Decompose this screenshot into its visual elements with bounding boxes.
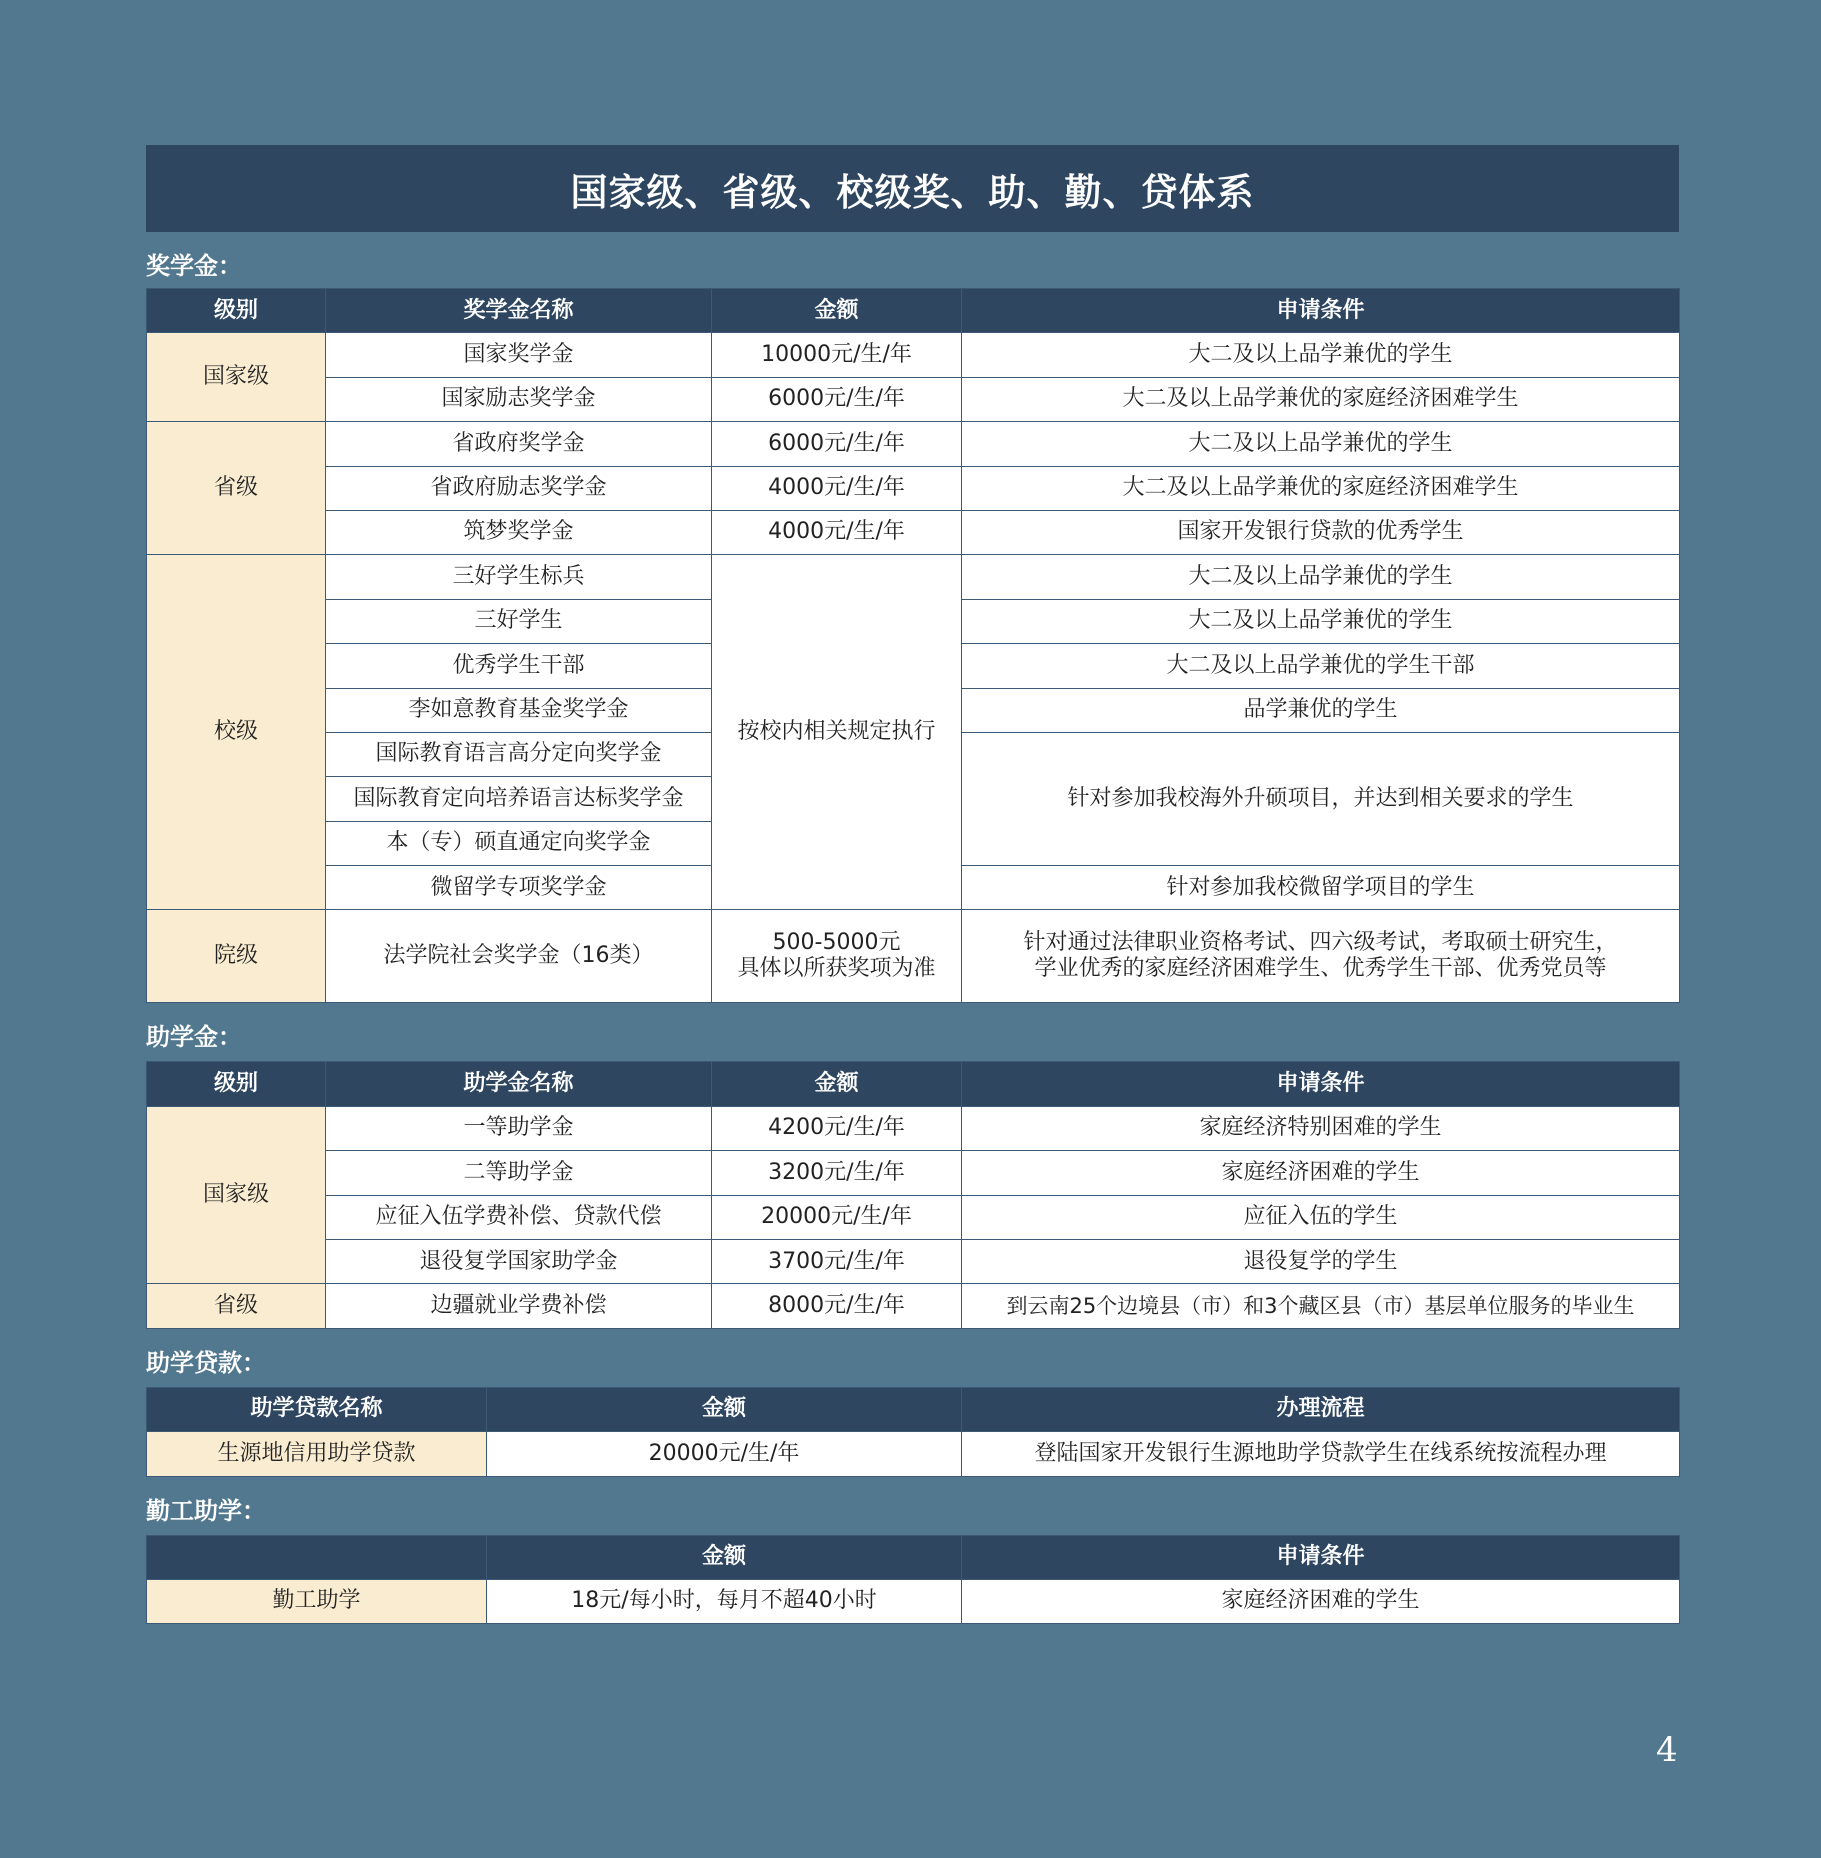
amount-cell: 20000元/生/年 [712,1195,962,1239]
name-cell: 退役复学国家助学金 [326,1240,712,1284]
grant-section-label: 助学金： [146,1023,242,1052]
amount-cell: 4200元/生/年 [712,1106,962,1150]
table-row [147,377,1680,421]
condition-cell: 家庭经济特别困难的学生 [962,1106,1680,1150]
page-title: 国家级、省级、校级奖、助、勤、贷体系 [146,145,1679,232]
table-row [147,1579,1680,1623]
name-cell: 勤工助学 [147,1579,487,1623]
header-condition: 申请条件 [962,289,1680,333]
header-level: 级别 [147,289,326,333]
header-name: 助学贷款名称 [147,1387,487,1431]
amount-cell: 18元/每小时，每月不超40小时 [487,1579,962,1623]
name-cell: 优秀学生干部 [326,644,712,688]
work-study-section-label: 勤工助学： [146,1496,266,1525]
table-header-row [147,1062,1680,1106]
condition-cell: 大二及以上品学兼优的学生干部 [962,644,1680,688]
name-cell: 国家励志奖学金 [326,377,712,421]
name-cell: 国际教育定向培养语言达标奖学金 [326,777,712,821]
table-header-row [147,289,1680,333]
header-amount: 金额 [487,1535,962,1579]
amount-cell: 6000元/生/年 [712,377,962,421]
name-cell: 微留学专项奖学金 [326,866,712,910]
condition-cell [962,910,1680,1003]
amount-line: 500-5000元 [772,930,901,956]
name-cell: 李如意教育基金奖学金 [326,688,712,732]
condition-cell: 大二及以上品学兼优的学生 [962,422,1680,466]
condition-line: 学业优秀的家庭经济困难学生、优秀学生干部、优秀党员等 [1034,956,1607,982]
header-name: 奖学金名称 [326,289,712,333]
header-amount: 金额 [712,1062,962,1106]
name-cell: 筑梦奖学金 [326,510,712,554]
table-row [147,1106,1680,1150]
level-cell: 院级 [147,910,326,1003]
amount-cell: 3700元/生/年 [712,1240,962,1284]
table-row [147,422,1680,466]
name-cell: 三好学生标兵 [326,555,712,599]
scholarship-section-label: 奖学金： [146,252,242,280]
table-row [147,333,1680,377]
amount-cell: 4000元/生/年 [712,466,962,510]
condition-cell: 大二及以上品学兼优的学生 [962,555,1680,599]
amount-cell: 3200元/生/年 [712,1151,962,1195]
name-cell: 国际教育语言高分定向奖学金 [326,732,712,776]
amount-cell: 8000元/生/年 [712,1284,962,1328]
loan-table [146,1387,1680,1477]
work-study-table [146,1535,1680,1625]
header-empty [147,1535,487,1579]
table-header-row [147,1535,1680,1579]
table-row [147,1432,1680,1476]
level-cell: 国家级 [147,1106,326,1284]
condition-cell: 大二及以上品学兼优的学生 [962,599,1680,643]
level-cell: 省级 [147,1284,326,1328]
name-cell: 生源地信用助学贷款 [147,1432,487,1476]
condition-cell: 大二及以上品学兼优的家庭经济困难学生 [962,377,1680,421]
name-cell: 一等助学金 [326,1106,712,1150]
table-row [147,1195,1680,1239]
name-cell: 省政府奖学金 [326,422,712,466]
condition-cell: 家庭经济困难的学生 [962,1151,1680,1195]
table-row [147,1284,1680,1328]
table-row [147,1151,1680,1195]
condition-cell: 针对参加我校海外升硕项目，并达到相关要求的学生 [962,732,1680,865]
amount-cell: 4000元/生/年 [712,510,962,554]
header-level: 级别 [147,1062,326,1106]
name-cell: 二等助学金 [326,1151,712,1195]
scholarship-table [146,288,1680,1003]
amount-cell: 按校内相关规定执行 [712,555,962,910]
amount-cell: 6000元/生/年 [712,422,962,466]
table-row [147,466,1680,510]
condition-cell: 家庭经济困难的学生 [962,1579,1680,1623]
header-process: 办理流程 [962,1387,1680,1431]
table-row [147,910,1680,1003]
condition-line: 针对通过法律职业资格考试、四六级考试，考取硕士研究生， [1023,930,1618,956]
name-cell: 法学院社会奖学金（16类） [326,910,712,1003]
name-cell: 国家奖学金 [326,333,712,377]
table-row [147,1240,1680,1284]
name-cell: 省政府励志奖学金 [326,466,712,510]
header-condition: 申请条件 [962,1062,1680,1106]
process-cell: 登陆国家开发银行生源地助学贷款学生在线系统按流程办理 [962,1432,1680,1476]
table-row [147,510,1680,554]
condition-cell: 应征入伍的学生 [962,1195,1680,1239]
condition-cell: 品学兼优的学生 [962,688,1680,732]
table-row [147,555,1680,599]
name-cell: 三好学生 [326,599,712,643]
header-amount: 金额 [712,289,962,333]
name-cell: 边疆就业学费补偿 [326,1284,712,1328]
loan-section-label: 助学贷款： [146,1348,266,1377]
document-page [146,145,1679,1624]
header-amount: 金额 [487,1387,962,1431]
header-condition: 申请条件 [962,1535,1680,1579]
condition-cell: 针对参加我校微留学项目的学生 [962,866,1680,910]
amount-cell [712,910,962,1003]
name-cell: 本（专）硕直通定向奖学金 [326,821,712,865]
amount-cell: 20000元/生/年 [487,1432,962,1476]
name-cell: 应征入伍学费补偿、贷款代偿 [326,1195,712,1239]
level-cell: 省级 [147,422,326,555]
amount-line: 具体以所获奖项为准 [737,956,936,982]
amount-cell: 10000元/生/年 [712,333,962,377]
condition-cell: 退役复学的学生 [962,1240,1680,1284]
condition-cell: 大二及以上品学兼优的学生 [962,333,1680,377]
header-name: 助学金名称 [326,1062,712,1106]
table-header-row [147,1387,1680,1431]
level-cell: 校级 [147,555,326,910]
condition-cell: 国家开发银行贷款的优秀学生 [962,510,1680,554]
level-cell: 国家级 [147,333,326,422]
condition-cell: 大二及以上品学兼优的家庭经济困难学生 [962,466,1680,510]
condition-cell: 到云南25个边境县（市）和3个藏区县（市）基层单位服务的毕业生 [962,1284,1680,1328]
page-number: 4 [1656,1730,1678,1770]
grant-table [146,1061,1680,1328]
